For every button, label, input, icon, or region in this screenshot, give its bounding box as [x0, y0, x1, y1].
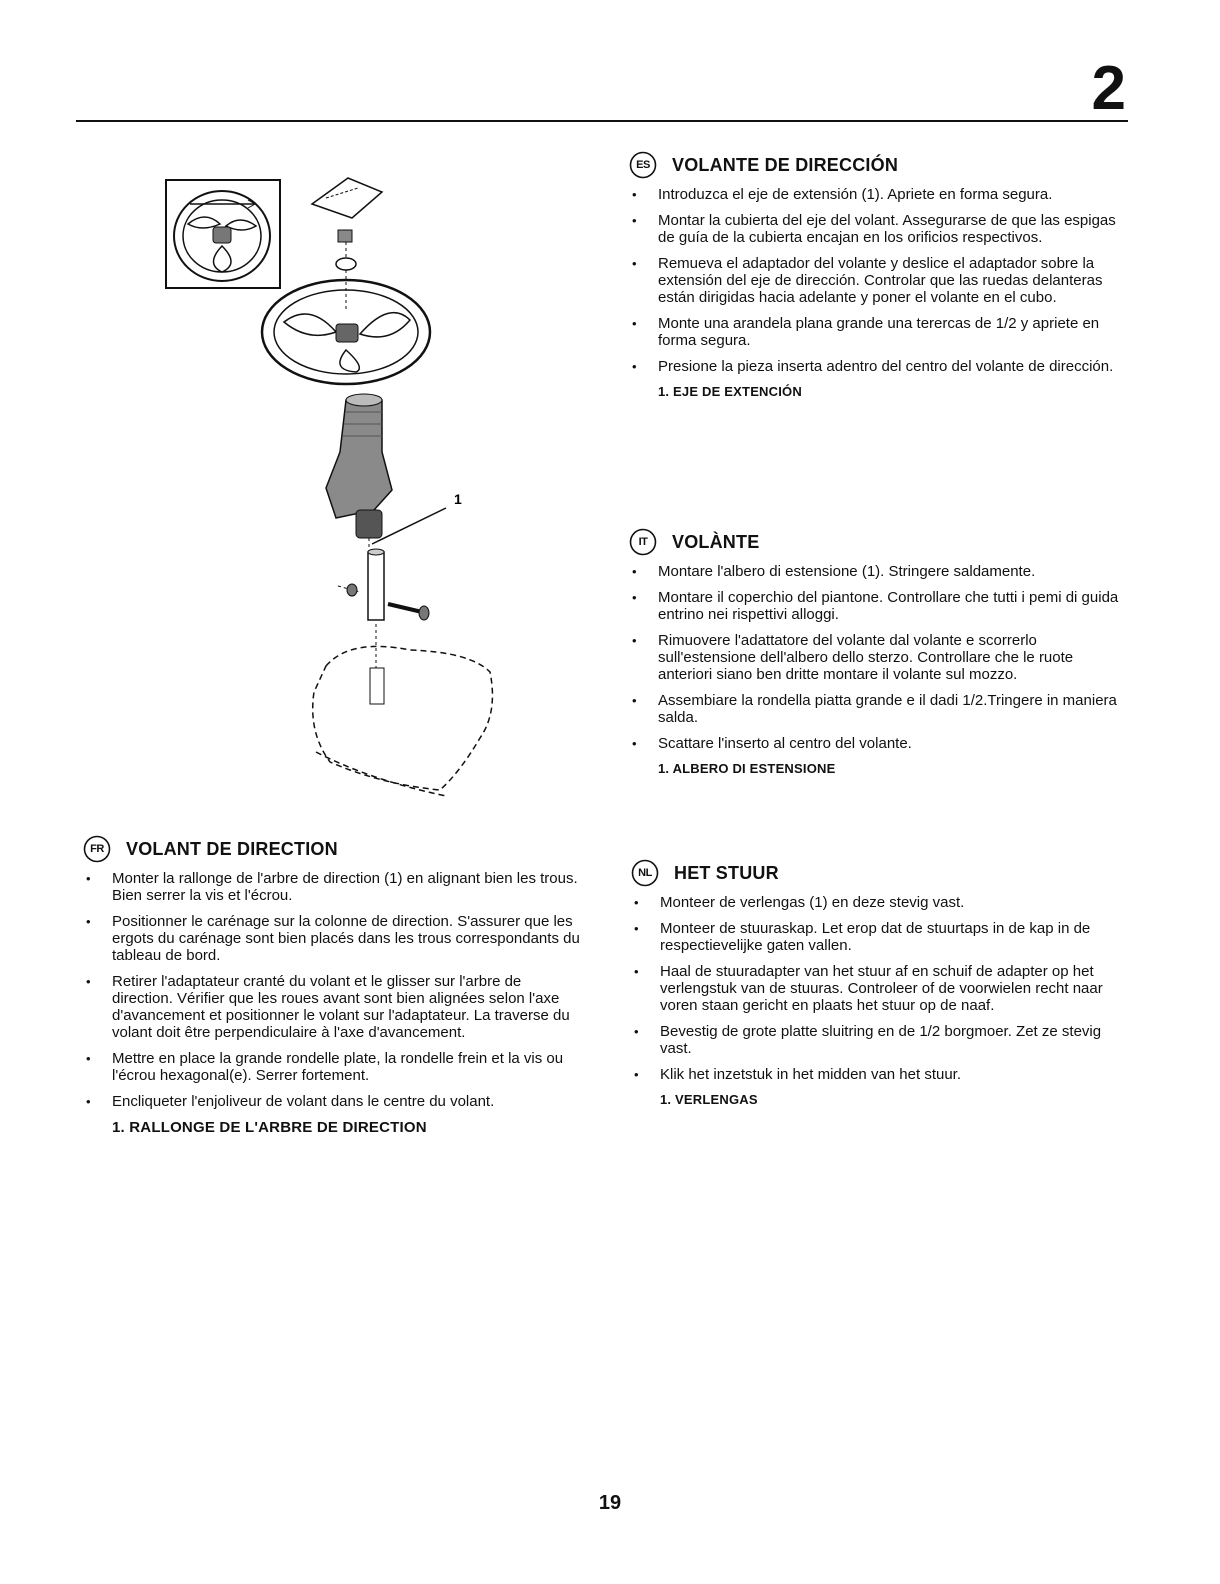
steering-assembly-figure [160, 172, 510, 812]
shaft-cover [326, 400, 392, 518]
steps-es [628, 186, 1128, 375]
globe-it-icon [628, 527, 658, 557]
section-title-nl: HET STUUR [674, 862, 779, 883]
step-item: • Bevestig de grote platte sluitring en de 1/2 borgmoer. Zet ze stevig vast. [630, 1023, 1130, 1057]
adapter [356, 510, 382, 538]
page-number: 19 [598, 1492, 622, 1514]
steps-fr [82, 870, 586, 1110]
nut [338, 230, 352, 242]
section-title-it: VOLÀNTE [672, 531, 760, 552]
lang-code-nl: NL [638, 867, 652, 879]
step-item: • Presione la pieza inserta adentro del centro del volante de dirección. [628, 358, 1128, 375]
step-item: • Montare il coperchio del piantone. Controllare che tutti i pemi di guida entrino nei rispettivi alloggi. [628, 589, 1128, 623]
header-rule [76, 120, 1128, 122]
globe-es-icon [628, 150, 658, 180]
step-item: • Positionner le carénage sur la colonne de direction. S'assurer que les ergots du carénage sont bien placés dans les trous correspondants du tableau de bord. [82, 913, 586, 964]
dashboard-outline [313, 646, 493, 790]
step-item: • Rimuovere l'adattatore del volante dal volante e scorrerlo sull'estensione dell'albero dello sterzo. Controllare che le ruote anteriori siano ben dritte montare il volante sul mozzo. [628, 632, 1128, 683]
steps-nl [630, 894, 1130, 1083]
lang-code-it: IT [638, 536, 648, 548]
section-title-es: VOLANTE DE DIRECCIÓN [672, 154, 899, 175]
globe-fr-icon [82, 834, 112, 864]
legend-es: 1. EJE DE EXTENCIÓN [658, 384, 802, 399]
step-item: • Assembiare la rondella piatta grande e il dadi 1/2.Tringere in maniera salda. [628, 692, 1128, 726]
chapter-number: 2 [1091, 54, 1124, 123]
steps-it [628, 563, 1128, 752]
callout-number: 1 [454, 491, 462, 507]
step-item: • Scattare l'inserto al centro del volante. [628, 735, 1128, 752]
step-item: • Haal de stuuradapter van het stuur af en schuif de adapter op het verlengstuk van de stuuras. Controleer of de voorwielen recht naar voren staan gericht en plaats het stuur op de naaf. [630, 963, 1130, 1014]
step-item: • Introduzca el eje de extensión (1). Apriete en forma segura. [628, 186, 1128, 203]
center-cap [312, 178, 382, 218]
step-item: • Monteer de verlengas (1) en deze stevig vast. [630, 894, 1130, 911]
step-item: • Monter la rallonge de l'arbre de direction (1) en alignant bien les trous. Bien serrer la vis et l'écrou. [82, 870, 586, 904]
step-item: • Monte una arandela plana grande una terercas de 1/2 y apriete en forma segura. [628, 315, 1128, 349]
lang-code-es: ES [636, 159, 650, 171]
step-item: • Remueva el adaptador del volante y deslice el adaptador sobre la extensión del eje de dirección. Controlar que las ruedas delanteras están dirigidas hacia adelante y poner el volante en el cubo. [628, 255, 1128, 306]
callout-leader [372, 508, 446, 544]
step-item: • Encliqueter l'enjoliveur de volant dans le centre du volant. [82, 1093, 586, 1110]
extension-shaft [368, 552, 384, 620]
globe-nl-icon [630, 858, 660, 888]
section-title-fr: VOLANT DE DIRECTION [126, 838, 338, 859]
section-es [628, 150, 1128, 399]
legend-nl: 1. VERLENGAS [660, 1092, 758, 1107]
section-fr [82, 834, 586, 1136]
step-item: • Retirer l'adaptateur cranté du volant et le glisser sur l'arbre de direction. Vérifier que les roues avant sont bien alignées selon l'axe d'avancement et positionner le volant sur l'adaptateur. La traverse du volant doit être perpendiculaire à l'axe d'avancement. [82, 973, 586, 1041]
step-item: • Montare l'albero di estensione (1). Stringere saldamente. [628, 563, 1128, 580]
washer [336, 258, 356, 270]
section-nl [630, 858, 1130, 1107]
step-item: • Montar la cubierta del eje del volant. Assegurarse de que las espigas de guía de la cubierta encajan en los orificios respectivos. [628, 212, 1128, 246]
lang-code-fr: FR [90, 843, 104, 855]
step-item: • Klik het inzetstuk in het midden van het stuur. [630, 1066, 1130, 1083]
section-it [628, 527, 1128, 776]
step-item: • Mettre en place la grande rondelle plate, la rondelle frein et la vis ou l'écrou hexagonal(e). Serrer fortement. [82, 1050, 586, 1084]
steering-assembly-drawing [160, 172, 510, 812]
legend-it: 1. ALBERO DI ESTENSIONE [658, 761, 836, 776]
step-item: • Monteer de stuuraskap. Let erop dat de stuurtaps in de kap in de respectievelijke gaten vallen. [630, 920, 1130, 954]
legend-fr: 1. RALLONGE DE L'ARBRE DE DIRECTION [112, 1119, 427, 1136]
